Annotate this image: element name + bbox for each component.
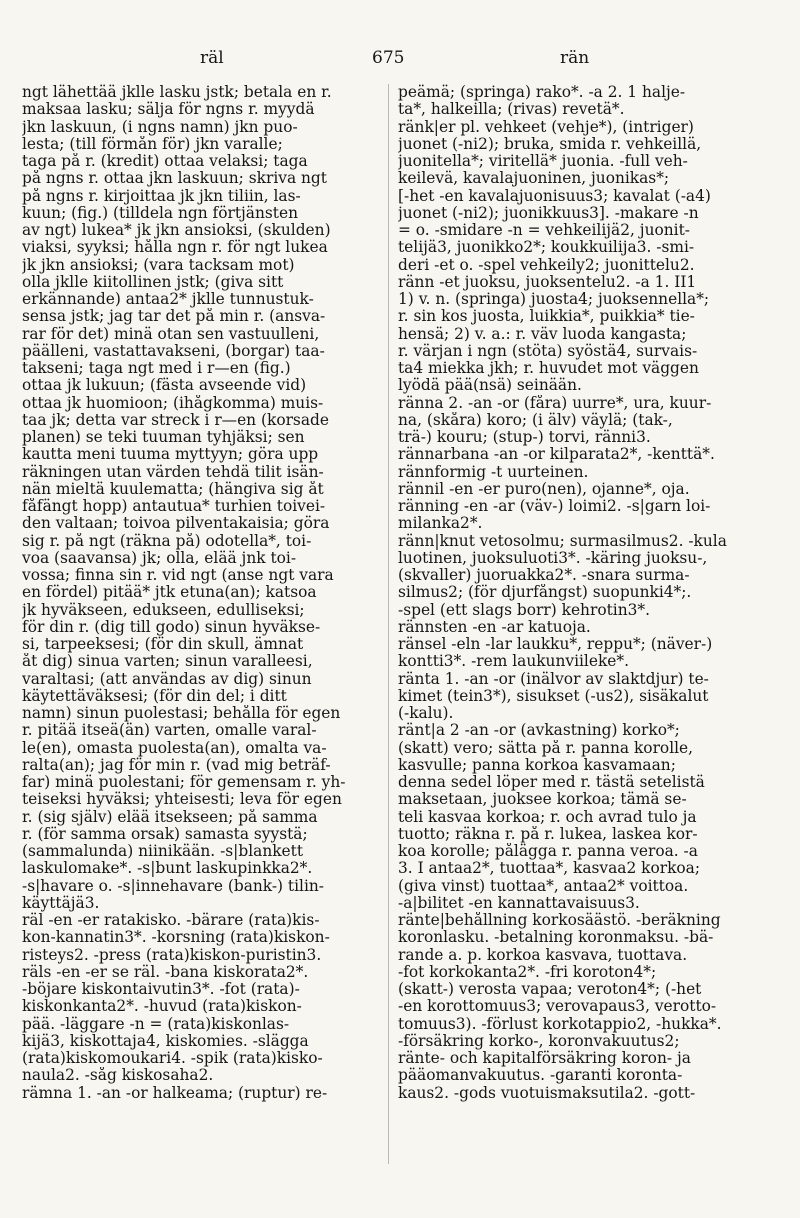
left-column-line: sig r. på ngt (räkna på) odotella*, toi- xyxy=(22,532,312,550)
right-column-line: maksetaan, juoksee korkoa; tämä se- xyxy=(398,791,687,809)
right-column-line: deri -et o. -spel vehkeily2; juonittelu2. xyxy=(398,256,695,274)
left-column-line: räkningen utan värden tehdä tilit isän- xyxy=(22,463,324,481)
left-column-line: jk jkn ansioksi; (vara tacksam mot) xyxy=(22,256,295,274)
left-column-line: varaltasi; (att användas av dig) sinun xyxy=(22,670,312,688)
left-column-line: fåfängt hopp) antautua* turhien toivei- xyxy=(22,498,326,515)
left-column-line: nän mieltä kuulematta; (hängiva sig åt xyxy=(22,480,324,498)
page-header xyxy=(0,38,800,78)
right-guide-word: rän xyxy=(560,48,590,68)
left-column-line: ottaa jk lukuun; (fästa avseende vid) xyxy=(22,377,307,395)
left-column-line: päälleni, vastattavakseni, (borgar) taa- xyxy=(22,342,325,360)
left-column-line: vossa; finna sin r. vid ngt (anse ngt vara xyxy=(22,567,334,584)
left-column-line: olla jklle kiitollinen jstk; (giva sitt xyxy=(22,273,284,291)
right-column-line: [-het -en kavalajuonisuus3; kavalat (-a4) xyxy=(398,187,711,205)
right-column-line: ränte|behållning korkosäästö. -beräkning xyxy=(398,912,721,929)
left-column-line: ngt lähettää jklle lasku jstk; betala en r. xyxy=(22,84,332,101)
left-column-line: rämna 1. -an -or halkeama; (ruptur) re- xyxy=(22,1084,328,1102)
left-column-line: maksaa lasku; sälja för ngns r. myydä xyxy=(22,101,315,119)
right-column-line: ränta 1. -an -or (inälvor av slaktdjur) te- xyxy=(398,670,709,688)
right-column-line: 1) v. n. (springa) juosta4; juoksennella*; xyxy=(398,291,710,308)
left-column-line: takseni; taga ngt med i r—en (fig.) xyxy=(22,360,291,377)
right-column-line: rännformig -t uurteinen. xyxy=(398,463,589,481)
left-column-line: teiseksi hyväksi; yhteisesti; leva för egen xyxy=(22,791,342,809)
right-column-line: lyödä pää(nsä) seinään. xyxy=(398,377,582,395)
left-column-line: r. (för samma orsak) samasta syystä; xyxy=(22,825,308,843)
right-column-line: (skatt-) verosta vapaa; veroton4*; (-het xyxy=(398,981,702,998)
left-column-line: naula2. -såg kiskosaha2. xyxy=(22,1067,214,1085)
right-column-line: ränt|a 2 -an -or (avkastning) korko*; xyxy=(398,722,680,740)
right-column-line: juonet (-ni2); bruka, smida r. vehkeillä, xyxy=(398,135,702,153)
left-column-line: viaksi, syyksi; hålla ngn r. för ngt lukea xyxy=(22,239,328,257)
right-column-line: juonitella*; viritellä* juonia. -full veh- xyxy=(398,153,688,170)
right-column-line: ränsel -eln -lar laukku*, reppu*; (näver-) xyxy=(398,636,713,653)
right-column-line: rännil -en -er puro(nen), ojanne*, oja. xyxy=(398,480,690,498)
right-column-line: tuotto; räkna r. på r. lukea, laskea kor- xyxy=(398,825,698,843)
left-column-line: -s|havare o. -s|innehavare (bank-) tilin- xyxy=(22,877,324,895)
right-column-line: ränk|er pl. vehkeet (vehje*), (intriger) xyxy=(398,118,694,136)
page-number: 675 xyxy=(372,48,405,68)
left-column-line: lesta; (till förmån för) jkn varalle; xyxy=(22,135,283,153)
right-column-line: (skvaller) juoruakka2*. -snara surma- xyxy=(398,567,690,584)
left-column-line: (rata)kiskomoukari4. -spik (rata)kisko- xyxy=(22,1050,323,1067)
left-column-line: den valtaan; toivoa pilventakaisia; göra xyxy=(22,515,330,533)
right-column-line: hensä; 2) v. a.: r. väv luoda kangasta; xyxy=(398,325,687,343)
right-column-line: = o. -smidare -n = vehkeilijä2, juonit- xyxy=(398,222,690,239)
left-column-line: räls -en -er se räl. -bana kiskorata2*. xyxy=(22,963,309,981)
left-column-line: på ngns r. kirjoittaa jk jkn tiliin, las- xyxy=(22,187,301,205)
left-column-line: räl -en -er ratakisko. -bärare (rata)kis- xyxy=(22,912,320,929)
right-column-line: -försäkring korko-, koronvakuutus2; xyxy=(398,1032,680,1050)
right-column-line: telijä3, juonikko2*; koukkuilija3. -smi- xyxy=(398,239,695,257)
left-column-line: kon-kannatin3*. -korsning (rata)kiskon- xyxy=(22,929,330,947)
right-column-line: (-kalu). xyxy=(398,705,454,722)
left-column-line: käytettäväksesi; (för din del; i ditt xyxy=(22,687,287,705)
right-column-line: keilevä, kavalajuoninen, juonikas*; xyxy=(398,170,670,188)
left-column-line: si, tarpeeksesi; (för din skull, ämnat xyxy=(22,636,304,653)
left-column-line: pää. -läggare -n = (rata)kiskonlas- xyxy=(22,1015,290,1033)
right-column-line: kontti3*. -rem laukunviileke*. xyxy=(398,653,629,671)
right-column-line: rännarbana -an -or kilparata2*, -kenttä*. xyxy=(398,446,715,464)
left-column-line: av ngt) lukea* jk jkn ansioksi, (skulden) xyxy=(22,222,331,239)
left-column-line: risteys2. -press (rata)kiskon-puristin3. xyxy=(22,946,322,964)
right-column-line: ränte- och kapitalförsäkring koron- ja xyxy=(398,1050,691,1067)
right-column-line: kimet (tein3*), sisukset (-us2), sisäkalut xyxy=(398,687,709,705)
left-column-line: käyttäjä3. xyxy=(22,894,100,912)
right-column-line: pääomanvakuutus. -garanti koronta- xyxy=(398,1067,683,1085)
right-column-line: rännsten -en -ar katuoja. xyxy=(398,618,591,636)
left-column-line: sensa jstk; jag tar det på min r. (ansva- xyxy=(22,308,326,326)
right-column-line: ta*, halkeilla; (rivas) revetä*. xyxy=(398,101,625,119)
left-column-line: kijä3, kiskottaja4, kiskomies. -slägga xyxy=(22,1032,309,1050)
right-column-line: (giva vinst) tuottaa*, antaa2* voittoa. xyxy=(398,877,689,895)
right-column-line: -fot korkokanta2*. -fri koroton4*; xyxy=(398,963,657,981)
left-column xyxy=(22,84,397,1102)
left-column-line: jkn laskuun, (i ngns namn) jkn puo- xyxy=(22,118,298,136)
left-column-line: planen) se teki tuuman tyhjäksi; sen xyxy=(22,429,305,446)
left-column-line: taa jk; detta var streck i r—en (korsade xyxy=(22,411,329,429)
right-column-line: 3. I antaa2*, tuottaa*, kasvaa2 korkoa; xyxy=(398,860,701,878)
right-column-line: peämä; (springa) rako*. -a 2. 1 halje- xyxy=(398,84,686,101)
right-column-line: luotinen, juoksuluoti3*. -käring juoksu-, xyxy=(398,549,708,567)
right-column-line: r. värjan i ngn (stöta) syöstä4, survais- xyxy=(398,342,698,360)
left-column-line: jk hyväkseen, edukseen, edulliseksi; xyxy=(22,601,305,619)
left-column-line: kautta meni tuuma myttyyn; göra upp xyxy=(22,446,319,464)
left-guide-word: räl xyxy=(200,48,224,68)
left-column-line: laskulomake*. -s|bunt laskupinkka2*. xyxy=(22,860,313,878)
left-column-line: för din r. (dig till godo) sinun hyväkse- xyxy=(22,618,321,636)
right-column-line: ränning -en -ar (väv-) loimi2. -s|garn loi- xyxy=(398,498,711,515)
left-column-line: rar för det) minä otan sen vastuulleni, xyxy=(22,325,320,343)
column-divider xyxy=(388,84,389,1164)
left-column-line: far) minä puolestani; för gemensam r. yh- xyxy=(22,774,346,791)
right-column-line: kaus2. -gods vuotuismaksutila2. -gott- xyxy=(398,1084,696,1102)
right-column-line: denna sedel löper med r. tästä setelistä xyxy=(398,774,705,791)
right-column xyxy=(398,84,773,1102)
left-column-line: voa (saavansa) jk; olla, elää jnk toi- xyxy=(22,549,297,567)
left-column-line: kiskonkanta2*. -huvud (rata)kiskon- xyxy=(22,998,302,1016)
right-column-line: rande a. p. korkoa kasvava, tuottava. xyxy=(398,946,688,964)
left-column-line: namn) sinun puolestasi; behålla för egen xyxy=(22,705,341,722)
right-column-line: koronlasku. -betalning koronmaksu. -bä- xyxy=(398,929,714,947)
right-column-line: juonet (-ni2); juonikkuus3]. -makare -n xyxy=(398,204,699,222)
left-column-line: r. pitää itseä(än) varten, omalle varal- xyxy=(22,722,317,740)
right-column-line: teli kasvaa korkoa; r. och avrad tulo ja xyxy=(398,808,697,826)
right-column-line: (skatt) vero; sätta på r. panna korolle, xyxy=(398,739,694,757)
left-column-line: -böjare kiskontaivutin3*. -fot (rata)- xyxy=(22,981,300,998)
right-column-line: ränna 2. -an -or (fåra) uurre*, ura, kuur- xyxy=(398,394,712,412)
right-column-line: ränn -et juoksu, juoksentelu2. -a 1. II1 xyxy=(398,273,697,291)
left-column-line: på ngns r. ottaa jkn laskuun; skriva ngt xyxy=(22,170,327,188)
right-column-line: -a|bilitet -en kannattavaisuus3. xyxy=(398,894,640,912)
right-column-line: trä-) kouru; (stup-) torvi, ränni3. xyxy=(398,429,651,446)
right-column-line: milanka2*. xyxy=(398,515,483,533)
left-column-line: (sammalunda) niinikään. -s|blankett xyxy=(22,843,304,860)
right-column-line: silmus2; (för djurfångst) suopunki4*;. xyxy=(398,584,692,602)
right-column-line: r. sin kos juosta, luikkia*, puikkia* tie- xyxy=(398,308,695,326)
right-column-line: kasvulle; panna korkoa kasvamaan; xyxy=(398,756,676,774)
right-column-line: na, (skåra) koro; (i älv) väylä; (tak-, xyxy=(398,411,673,429)
right-column-line: -en korottomuus3; verovapaus3, verotto- xyxy=(398,998,717,1016)
left-column-line: taga på r. (kredit) ottaa velaksi; taga xyxy=(22,153,308,170)
left-column-line: ottaa jk huomioon; (ihågkomma) muis- xyxy=(22,394,324,412)
left-column-line: åt dig) sinua varten; sinun varalleesi, xyxy=(22,653,313,671)
right-column-line: koa korolle; pålägga r. panna veroa. -a xyxy=(398,843,698,860)
right-column-line: ta4 miekka jkh; r. huvudet mot väggen xyxy=(398,360,699,377)
left-column-line: erkännande) antaa2* jklle tunnustuk- xyxy=(22,291,314,308)
left-column-line: r. (sig själv) elää itsekseen; på samma xyxy=(22,808,318,826)
right-column-line: ränn|knut vetosolmu; surmasilmus2. -kula xyxy=(398,532,727,550)
left-column-line: kuun; (fig.) (tilldela ngn förtjänsten xyxy=(22,204,298,222)
left-column-line: en fördel) pitää* jtk etuna(an); katsoa xyxy=(22,584,317,602)
left-column-line: ralta(an); jag för min r. (vad mig beträf- xyxy=(22,756,331,774)
right-column-line: tomuus3). -förlust korkotappio2, -hukka*. xyxy=(398,1015,722,1033)
right-column-line: -spel (ett slags borr) kehrotin3*. xyxy=(398,601,650,619)
left-column-line: le(en), omasta puolesta(an), omalta va- xyxy=(22,739,327,757)
